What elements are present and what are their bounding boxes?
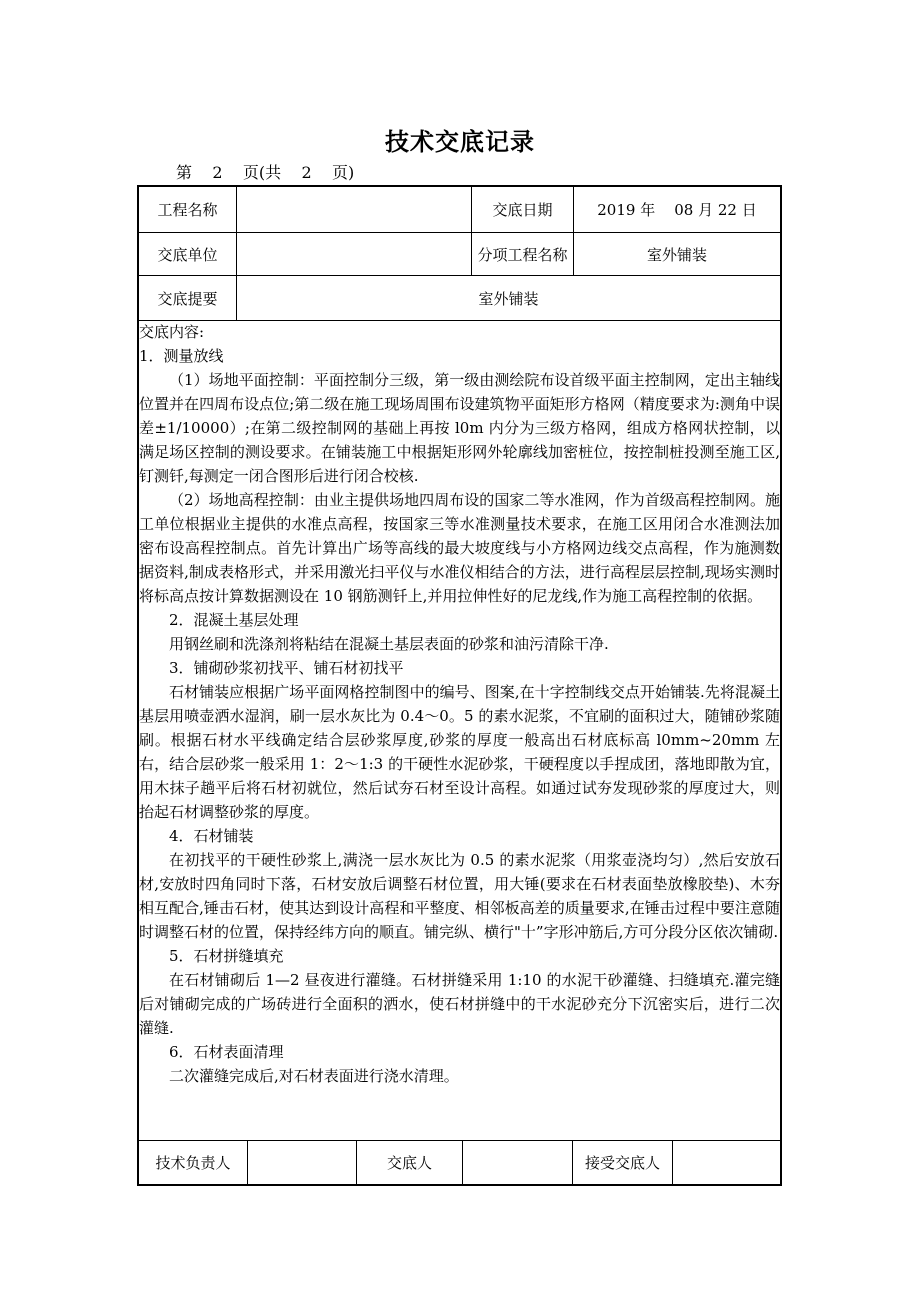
summary-label: 交底提要 (157, 289, 218, 308)
date-value: 2019 年 08 月 22 日 (597, 201, 757, 219)
sub-project-label: 分项工程名称 (477, 245, 568, 264)
paragraph: （2）场地高程控制：由业主提供场地四周布设的国家二等水准网，作为首级高程控制网。施工单位根据业主提供的水准点高程，按国家三等水准测量技术要求，在施工区用闭合水准测法加密布设高程控制点。首先计算出广场等高线的最大坡度线与小方格网边线交点高程，作为施测数据资料,制成表格形式，并采用激光扫平仪与水准仪相结合的方法，进行高程层层控制,现场实测时将标高点按计算数据测设在 10 钢筋测钎上,并用拉伸性好的尼龙线,作为施工高程控制的依据。 (139, 491, 780, 605)
section-heading: 6．石材表面清理 (169, 1043, 284, 1061)
section-heading: 2．混凝土基层处理 (169, 611, 299, 629)
presenter-label: 交底人 (386, 1154, 432, 1172)
project-name-value (237, 187, 471, 232)
project-name-label: 工程名称 (157, 201, 218, 219)
disclosure-content (139, 320, 780, 1088)
unit-label: 交底单位 (157, 245, 218, 264)
content-heading: 交底内容: (139, 323, 205, 341)
tech-lead-value (248, 1141, 356, 1184)
paragraph: 二次灌缝完成后,对石材表面进行浇水清理。 (169, 1067, 459, 1085)
section-heading: 4．石材铺装 (169, 827, 254, 845)
section-heading: 1．测量放线 (139, 347, 224, 365)
summary-value: 室外铺装 (478, 289, 539, 308)
receiver-label: 接受交底人 (584, 1154, 660, 1172)
section-heading: 5．石材拼缝填充 (169, 947, 284, 965)
page-number-info: 第 2 页(共 2 页) (176, 163, 355, 182)
paragraph: （1）场地平面控制：平面控制分三级，第一级由测绘院布设首级平面主控制网，定出主轴线位置并在四周布设点位;第二级在施工现场周围布设建筑物平面矩形方格网（精度要求为:测角中误差±1/10000）;在第二级控制网的基础上再按 l0m 内分为三级方格网，组成方格网状控制，以满足场区控制的测设要求。在铺装施工中根据矩形网外轮廓线加密桩位，按控制桩投测至施工区,钉测钎,每测定一闭合图形后进行闭合校核. (139, 371, 780, 485)
section-heading: 3．铺砌砂浆初找平、铺石材初找平 (169, 659, 404, 677)
paragraph: 石材铺装应根据广场平面网格控制图中的编号、图案,在十字控制线交点开始铺装.先将混凝土基层用喷壶洒水湿润，刷一层水灰比为 0.4～0。5 的素水泥浆，不宜刷的面积过大，随铺砂浆随刷。根据石材水平线确定结合层砂浆厚度,砂浆的厚度一般高出石材底标高 l0mm~20mm 左右，结合层砂浆一般采用 1：2～1:3 的干硬性水泥砂浆，干硬程度以手捏成团，落地即散为宜，用木抹子趟平后将石材初就位，然后试夯石材至设计高程。如通过试夯发现砂浆的厚度过大，则抬起石材调整砂浆的厚度。 (139, 683, 780, 821)
paragraph: 在石材铺砌后 1—2 昼夜进行灌缝。石材拼缝采用 1:10 的水泥干砂灌缝、扫缝填充.灌完缝后对铺砌完成的广场砖进行全面积的洒水，使石材拼缝中的干水泥砂充分下沉密实后，进行二次灌缝. (139, 971, 780, 1037)
receiver-value (673, 1141, 780, 1184)
paragraph: 用钢丝刷和洗涤剂将粘结在混凝土基层表面的砂浆和油污清除干净. (169, 635, 609, 653)
sub-project-value: 室外铺装 (646, 245, 707, 264)
unit-value (237, 233, 471, 275)
document-title: 技术交底记录 (385, 127, 535, 156)
tech-lead-label: 技术负责人 (155, 1154, 231, 1172)
date-label: 交底日期 (492, 201, 553, 219)
presenter-value (463, 1141, 572, 1184)
paragraph: 在初找平的干硬性砂浆上,满浇一层水灰比为 0.5 的素水泥浆（用浆壶浇均匀）,然后安放石材,安放时四角同时下落，石材安放后调整石材位置，用大锤(要求在石材表面垫放橡胶垫)、木夯相互配合,锤击石材，使其达到设计高程和平整度、相邻板高差的质量要求,在锤击过程中要注意随时调整石材的位置，保持经纬方向的顺直。铺完纵、横行"十”字形冲筋后,方可分段分区依次铺砌. (139, 851, 780, 941)
